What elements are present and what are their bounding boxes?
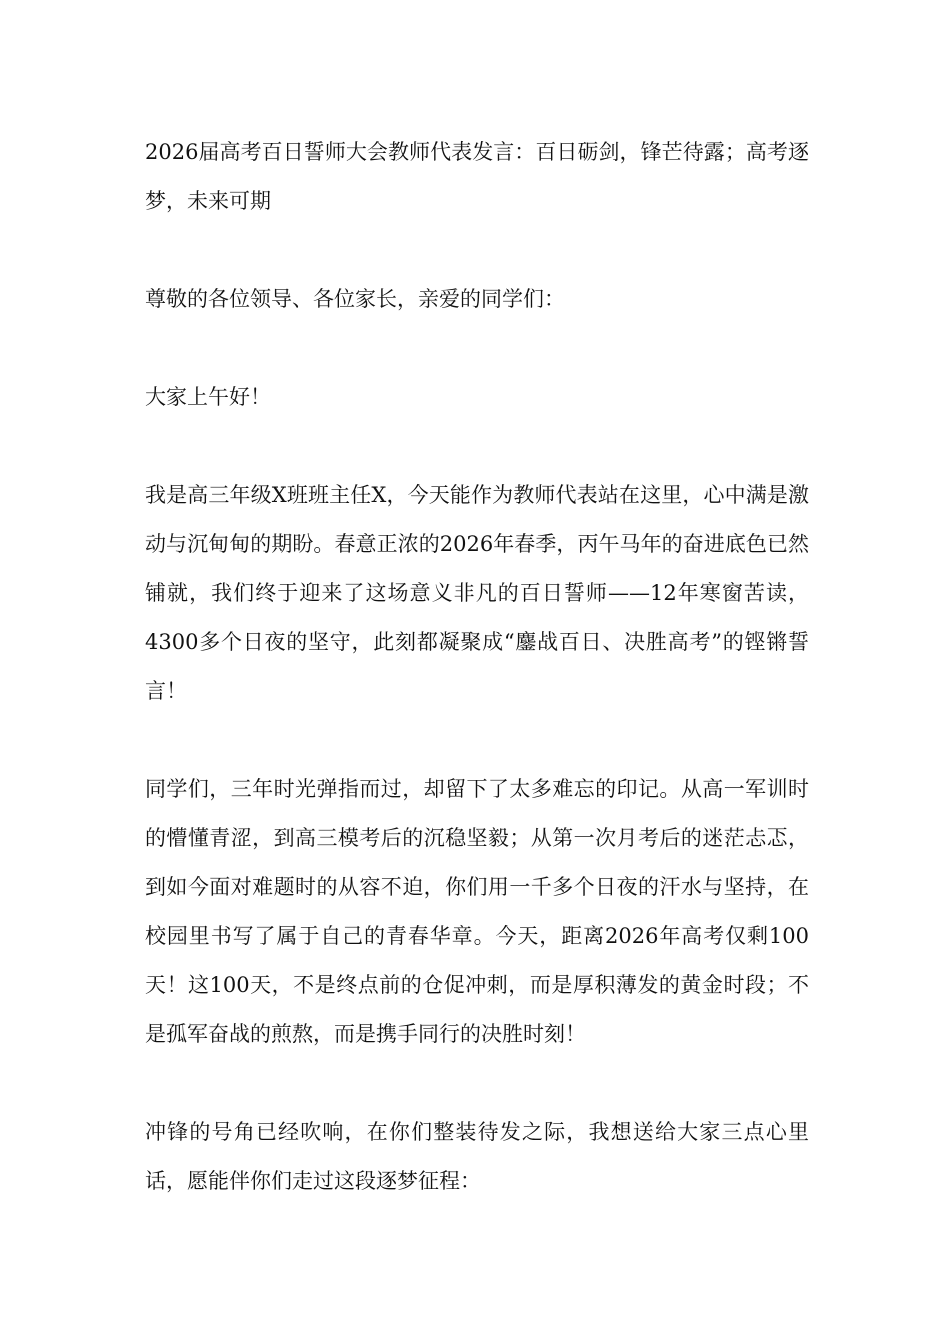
document-title: 2026届高考百日誓师大会教师代表发言：百日砺剑，锋芒待露；高考逐梦，未来可期 xyxy=(145,140,809,213)
body-paragraph: 冲锋的号角已经吹响，在你们整装待发之际，我想送给大家三点心里话，愿能伴你们走过这段逐梦征程： xyxy=(145,1120,809,1193)
document-body xyxy=(145,128,809,1255)
greeting-paragraph: 尊敬的各位领导、各位家长，亲爱的同学们： xyxy=(145,287,565,311)
salutation-paragraph: 大家上午好！ xyxy=(145,385,271,409)
body-paragraph: 同学们，三年时光弹指而过，却留下了太多难忘的印记。从高一军训时的懵懂青涩，到高三模考后的沉稳坚毅；从第一次月考后的迷茫忐忑，到如今面对难题时的从容不迫，你们用一千多个日夜的汗水与坚持，在校园里书写了属于自己的青春华章。今天，距离2026年高考仅剩100天！这100天，不是终点前的仓促冲刺，而是厚积薄发的黄金时段；不是孤军奋战的煎熬，而是携手同行的决胜时刻！ xyxy=(145,777,809,1046)
body-paragraph: 我是高三年级X班班主任X，今天能作为教师代表站在这里，心中满是激动与沉甸甸的期盼。春意正浓的2026年春季，丙午马年的奋进底色已然铺就，我们终于迎来了这场意义非凡的百日誓师——12年寒窗苦读，4300多个日夜的坚守，此刻都凝聚成“鏖战百日、决胜高考”的铿锵誓言！ xyxy=(145,483,809,703)
